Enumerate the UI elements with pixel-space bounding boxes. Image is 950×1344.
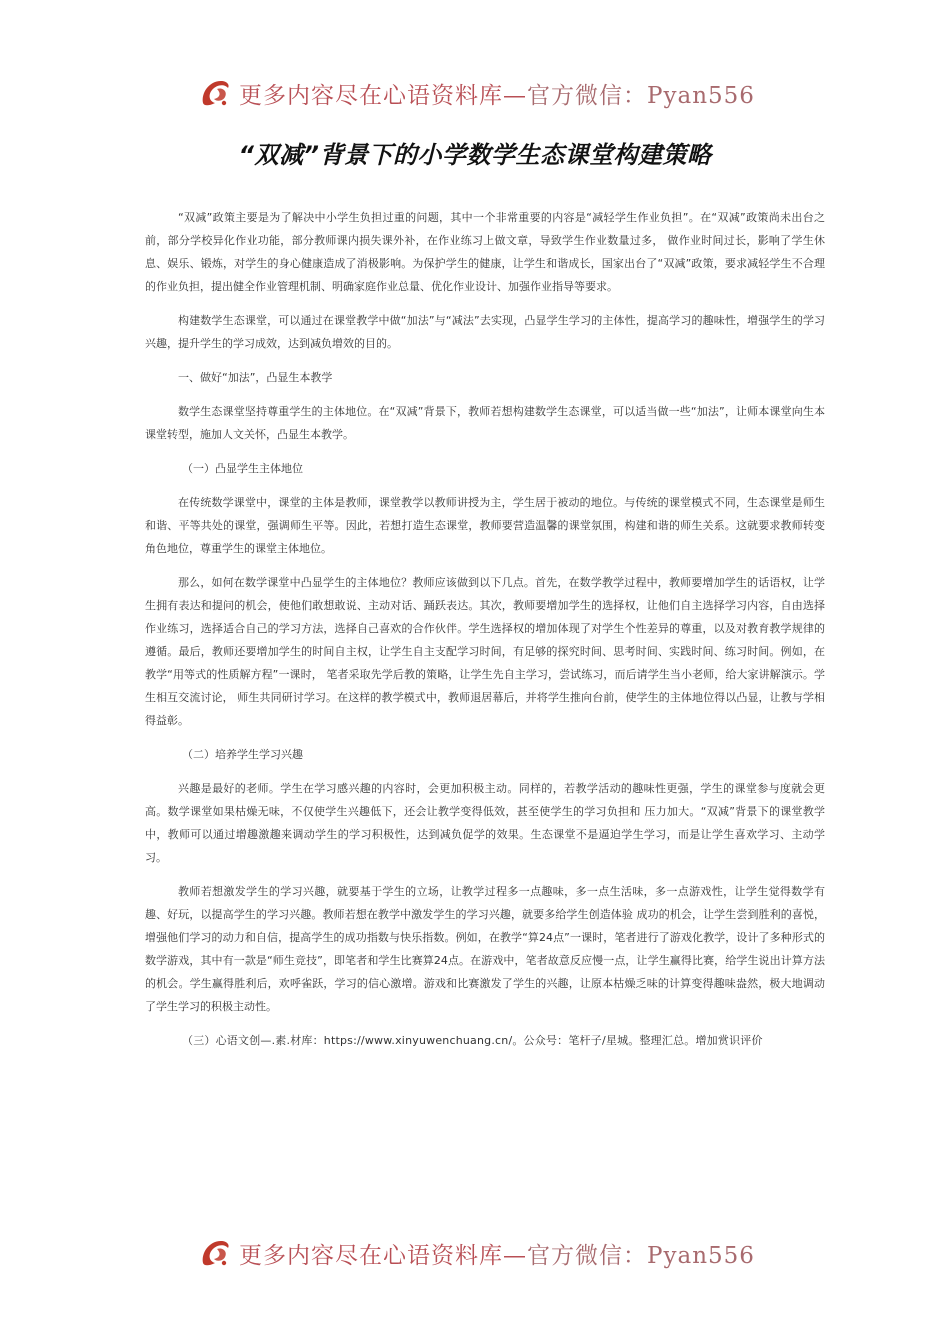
article-body xyxy=(145,206,825,1063)
banner-wechat-id: Pyan556 xyxy=(647,82,755,109)
section-heading: （一）凸显学生主体地位 xyxy=(182,462,303,475)
banner-dash: — xyxy=(503,82,528,109)
banner-text xyxy=(239,1237,755,1270)
paragraph: 构建数学生态课堂，可以通过在课堂教学中做“加法”与“减法”去实现，凸显学生学习的主体性，提高学习的趣味性，增强学生的学习兴趣，提升学生的学习成效，达到减负增效的目的。 xyxy=(145,314,825,350)
source-line: （三）心语文创—.素.材库：https://www.xinyuwenchuang.cn/。公众号：笔杆子/星城。整理汇总。增加赏识评价 xyxy=(182,1034,763,1047)
paragraph: 那么，如何在数学课堂中凸显学生的主体地位？教师应该做到以下几点。首先，在数学教学过程中，教师要增加学生的话语权，让学生拥有表达和提问的机会，使他们敢想敢说、主动对话、踊跃表达。其次，教师要增加学生的选择权，让他们自主选择学习内容，自由选择作业练习，选择适合自己的学习方法，选择自己喜欢的合作伙伴。学生选择权的增加体现了对学生个性差异的尊重，以及对教育教学规律的遵循。最后，教师还要增加学生的时间自主权，让学生自主支配学习时间，有足够的探究时间、思考时间、实践时间、练习时间。例如，在教学“用等式的性质解方程”一课时， 笔者采取先学后教的策略，让学生先自主学习，尝试练习，而后请学生当小老师，给大家讲解演示。学生相互交流讨论， 师生共同研讨学习。在这样的教学模式中，教师退居幕后，并将学生推向台前，使学生的主体地位得以凸显，让教与学相得益彰。 xyxy=(145,576,825,727)
banner-wechat-label: 官方微信： xyxy=(527,82,648,109)
brush-stroke-logo-icon xyxy=(195,1233,235,1273)
paragraph: “双减”政策主要是为了解决中小学生负担过重的问题，其中一个非常重要的内容是“减轻学生作业负担”。在“双减”政策尚未出台之前，部分学校异化作业功能，部分教师课内损失课外补，在作业练习上做文章，导致学生作业数量过多， 做作业时间过长，影响了学生休息、娱乐、锻炼，对学生的身心健康造成了消极影响。为保护学生的健康，让学生和谐成长，国家出台了“双减”政策，要求减轻学生不合理的作业负担，提出健全作业管理机制、明确家庭作业总量、优化作业设计、加强作业指导等要求。 xyxy=(145,211,825,293)
section-heading: 一、做好“加法”，凸显生本教学 xyxy=(178,371,333,384)
paragraph: 数学生态课堂坚持尊重学生的主体地位。在“双减”背景下，教师若想构建数学生态课堂，可以适当做一些“加法”，让师本课堂向生本课堂转型，施加人文关怀，凸显生本教学。 xyxy=(145,405,825,441)
paragraph: 教师若想激发学生的学习兴趣，就要基于学生的立场，让教学过程多一点趣味，多一点生活味，多一点游戏性，让学生觉得数学有趣、好玩，以提高学生的学习兴趣。教师若想在教学中激发学生的学习兴趣，就要多给学生创造体验 成功的机会，让学生尝到胜利的喜悦，增强他们学习的动力和自信，提高学生的成功指数与快乐指数。例如，在教学“算24点”一课时，笔者进行了游戏化教学，设计了多种形式的数学游戏，其中有一款是“师生竞技”，即笔者和学生比赛算24点。在游戏中，笔者故意反应慢一点，让学生赢得比赛，给学生说出计算方法的机会。学生赢得胜利后，欢呼雀跃，学习的信心激增。游戏和比赛激发了学生的兴趣，让原本枯燥乏味的计算变得趣味盎然，极大地调动了学生学习的积极主动性。 xyxy=(145,885,825,1013)
banner-text xyxy=(239,77,755,110)
banner-main: 更多内容尽在心语资料库 xyxy=(239,82,504,109)
banner-wechat-label: 官方微信： xyxy=(527,1242,648,1269)
footer-banner xyxy=(0,1230,950,1276)
banner-dash: — xyxy=(503,1242,528,1269)
header-banner xyxy=(0,70,950,116)
banner-wechat-id: Pyan556 xyxy=(647,1242,755,1269)
paragraph: 兴趣是最好的老师。学生在学习感兴趣的内容时，会更加积极主动。同样的，若教学活动的趣味性更强，学生的课堂参与度就会更高。数学课堂如果枯燥无味，不仅使学生兴趣低下，还会让教学变得低效，甚至使学生的学习负担和 压力加大。“双减”背景下的课堂教学中，教师可以通过增趣激趣来调动学生的学习积极性，达到减负促学的效果。生态课堂不是逼迫学生学习，而是让学生喜欢学习、主动学习。 xyxy=(145,782,825,864)
paragraph: 在传统数学课堂中，课堂的主体是教师，课堂教学以教师讲授为主，学生居于被动的地位。与传统的课堂模式不同，生态课堂是师生和谐、平等共处的课堂，强调师生平等。因此，若想打造生态课堂，教师要营造温馨的课堂氛围，构建和谐的师生关系。这就要求教师转变角色地位，尊重学生的课堂主体地位。 xyxy=(145,496,825,555)
banner-main: 更多内容尽在心语资料库 xyxy=(239,1242,504,1269)
document-title: “双减”背景下的小学数学生态课堂构建策略 xyxy=(238,141,712,169)
brush-stroke-logo-icon xyxy=(195,73,235,113)
section-heading: （二）培养学生学习兴趣 xyxy=(182,748,303,761)
